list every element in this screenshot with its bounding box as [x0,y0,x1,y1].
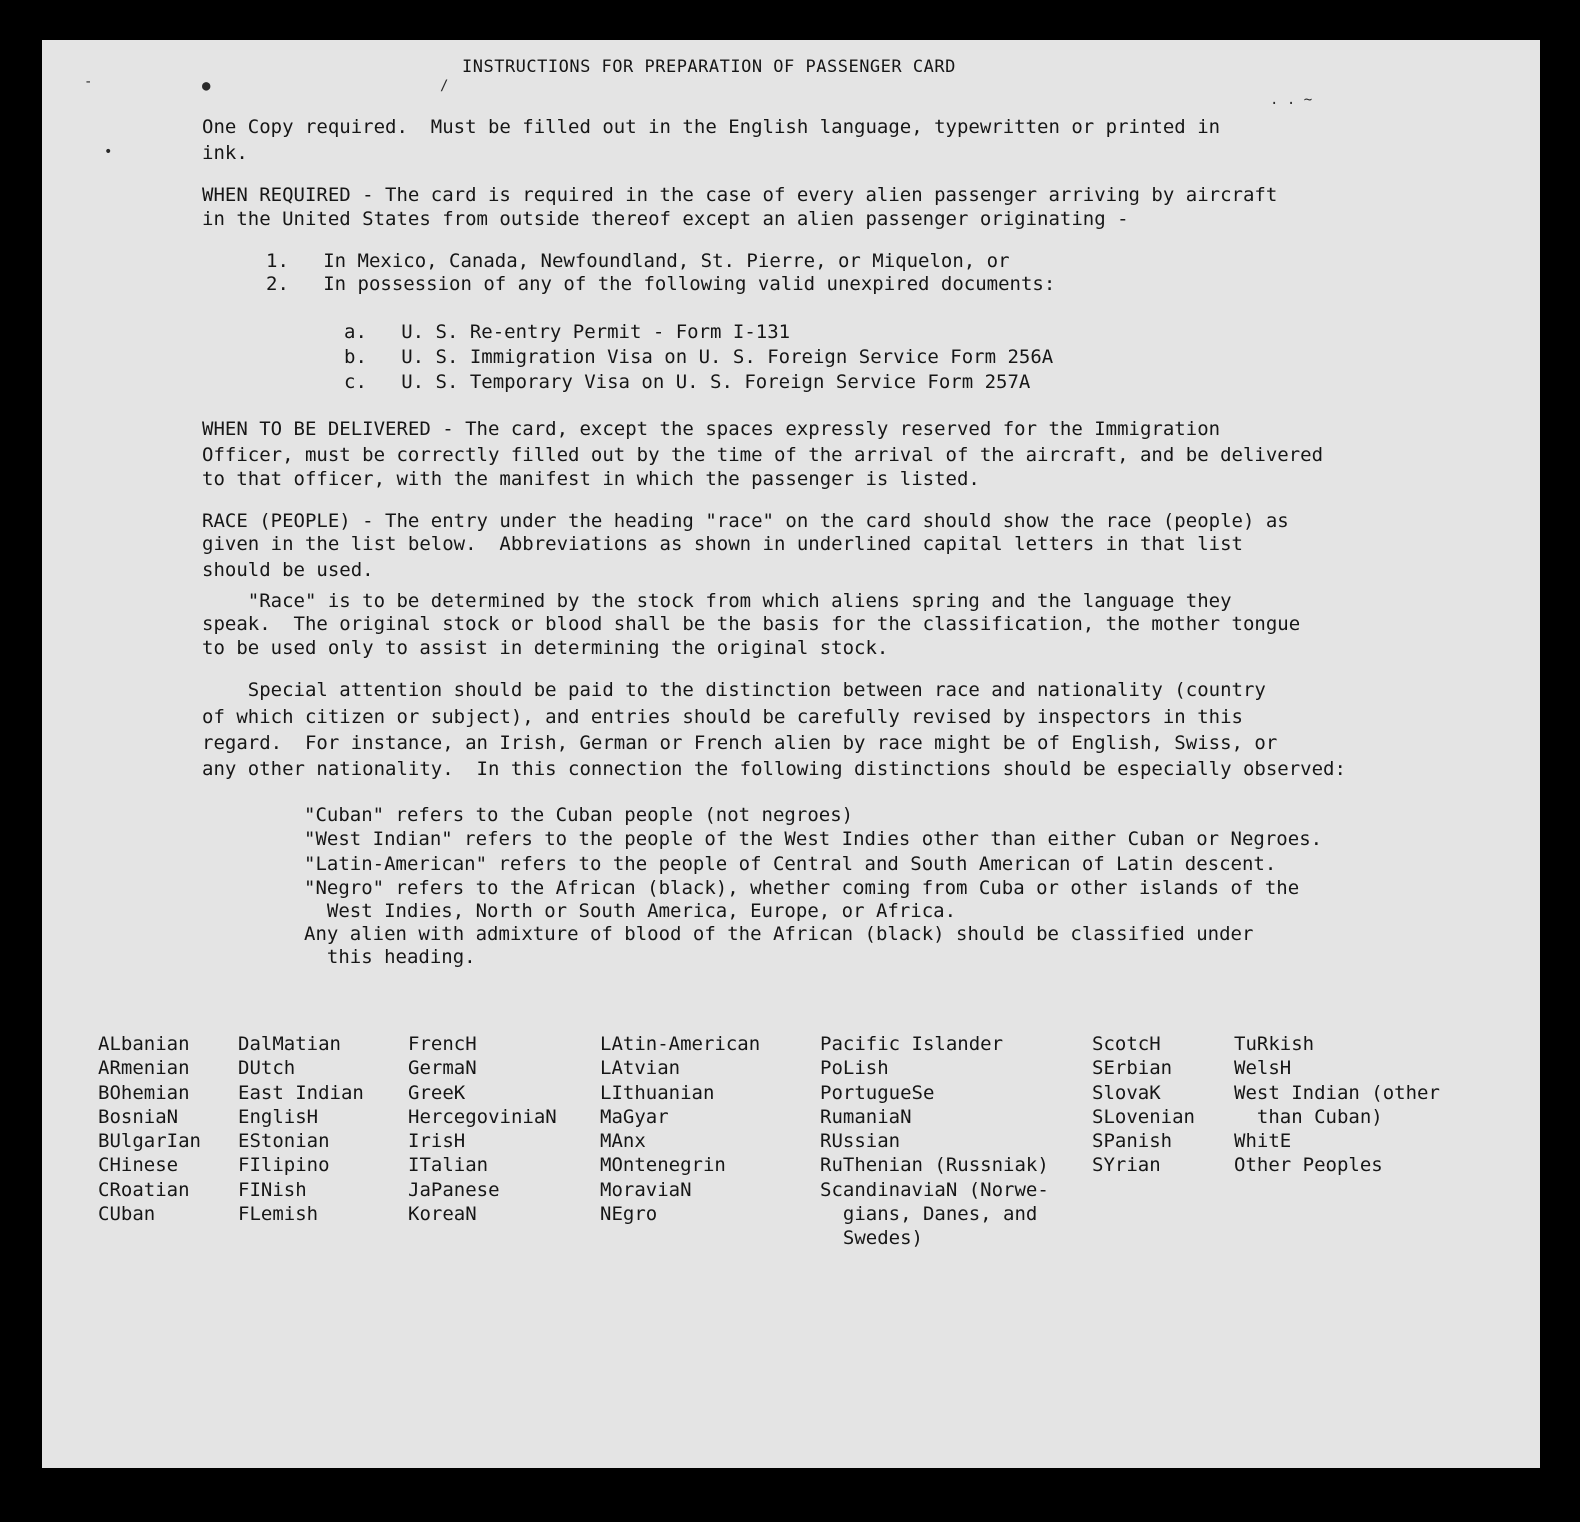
race-entry: RUssian [820,1130,901,1153]
race-entry: CRoatian [98,1178,190,1201]
race-entry: SYrian [1092,1154,1161,1177]
race-entry: CUban [98,1203,156,1226]
race-entry: IrisH [408,1130,466,1153]
race-entry: LAtin-American [600,1033,761,1055]
race-entry: Swedes) [820,1227,923,1250]
scan-speck: . . ~ [1270,92,1313,108]
race-entry: TuRkish [1234,1033,1315,1055]
attention-line: Special attention should be paid to the distinction between race and nationality (country [202,679,1266,701]
race-entry: ScandinaviaN (Norwe- [820,1178,1049,1201]
race-entry: gians, Danes, and [820,1203,1038,1226]
race-entry: SErbian [1092,1057,1173,1080]
race-entry: DUtch [238,1057,296,1080]
race-entry: SLovenian [1092,1105,1195,1128]
distinction-line: "Latin-American" refers to the people of Central and South American of Latin descent. [304,853,1277,875]
race-entry: BosniaN [98,1105,179,1128]
race-entry: ALbanian [98,1033,190,1055]
race-list-column [1092,1032,1195,1178]
race-entry: ITalian [408,1154,489,1177]
attention-line: any other nationality. In this connection the following distinctions should be especially observed: [202,758,1346,780]
scan-speck: • [104,144,113,160]
race-entry: WhitE [1234,1130,1292,1153]
document-sub-item: a. U. S. Re-entry Permit - Form I-131 [344,321,791,343]
race-entry: than Cuban) [1234,1105,1383,1128]
race-entry: DalMatian [238,1033,341,1055]
when-required-item: 1. In Mexico, Canada, Newfoundland, St. Pierre, or Miquelon, or [266,250,1010,272]
scan-speck: - [84,74,93,90]
document-sub-item: c. U. S. Temporary Visa on U. S. Foreign Service Form 257A [344,371,1031,393]
race-list-column [1234,1032,1440,1178]
race-list-column [408,1032,557,1226]
race-entry: RumaniaN [820,1105,912,1128]
document-sheet [42,40,1540,1468]
when-delivered-line: Officer, must be correctly filled out by the time of the arrival of the aircraft, and be delivered [202,444,1324,466]
when-delivered-line: WHEN TO BE DELIVERED - The card, except the spaces expressly reserved for the Immigration [202,418,1221,440]
race-list-column [98,1032,201,1226]
race-entry: MaGyar [600,1105,669,1128]
race-entry: SlovaK [1092,1081,1161,1104]
distinction-line: "West Indian" refers to the people of the West Indies other than either Cuban or Negroes. [304,828,1323,850]
race-entry: MAnx [600,1130,646,1153]
document-title: INSTRUCTIONS FOR PREPARATION OF PASSENGER CARD [462,57,956,77]
race-entry: HercegoviniaN [408,1105,557,1128]
scan-speck: ● [202,78,211,94]
attention-line: regard. For instance, an Irish, German or French alien by race might be of English, Swiss, or [202,732,1278,754]
race-paragraph-line: should be used. [202,559,374,581]
race-entry: SPanish [1092,1130,1173,1153]
scan-speck: / [440,78,449,94]
document-sub-item: b. U. S. Immigration Visa on U. S. Foreign Service Form 256A [344,346,1054,368]
race-entry: GreeK [408,1081,466,1104]
race-entry: JaPanese [408,1178,500,1201]
race-list-column [600,1032,760,1226]
distinction-line: Any alien with admixture of blood of the African (black) should be classified under [304,923,1254,945]
race-definition-line: "Race" is to be determined by the stock from which aliens spring and the language they [202,590,1232,612]
when-required-line: WHEN REQUIRED - The card is required in the case of every alien passenger arriving by aircraft [202,184,1278,206]
race-entry: East Indian [238,1081,364,1104]
when-required-line: in the United States from outside thereof except an alien passenger originating - [202,208,1129,230]
distinction-line: "Cuban" refers to the Cuban people (not negroes) [304,804,854,826]
race-entry: FrencH [408,1033,477,1055]
race-entry: BUlgarIan [98,1130,201,1153]
race-entry: LIthuanian [600,1081,715,1104]
race-entry: KoreaN [408,1203,477,1226]
when-delivered-line: to that officer, with the manifest in which the passenger is listed. [202,468,980,490]
race-entry: FLemish [238,1203,319,1226]
race-entry: EnglisH [238,1105,319,1128]
race-list-column [238,1032,364,1226]
attention-line: of which citizen or subject), and entries should be carefully revised by inspectors in this [202,706,1243,728]
race-entry: FINish [238,1178,307,1201]
when-required-item: 2. In possession of any of the following valid unexpired documents: [266,273,1056,295]
race-entry: CHinese [98,1154,179,1177]
race-entry: NEgro [600,1203,658,1226]
race-list-column [820,1032,1049,1251]
race-entry: ARmenian [98,1057,190,1080]
race-entry: Pacific Islander [820,1033,1004,1055]
distinction-line: "Negro" refers to the African (black), whether coming from Cuba or other islands of the [304,877,1300,899]
race-entry: PoLish [820,1057,889,1080]
race-entry: Other Peoples [1234,1154,1383,1177]
race-entry: GermaN [408,1057,477,1080]
race-entry: PortugueSe [820,1081,935,1104]
race-entry: FIlipino [238,1154,330,1177]
race-definition-line: speak. The original stock or blood shall be the basis for the classification, the mother tongue [202,613,1301,635]
race-entry: MoraviaN [600,1178,692,1201]
race-entry: EStonian [238,1130,330,1153]
distinction-line: West Indies, North or South America, Europe, or Africa. [304,900,957,922]
race-definition-line: to be used only to assist in determining the original stock. [202,637,889,659]
race-entry: WelsH [1234,1057,1292,1080]
distinction-line: this heading. [304,946,476,968]
race-entry: West Indian (other [1234,1081,1440,1104]
race-entry: BOhemian [98,1081,190,1104]
race-paragraph-line: given in the list below. Abbreviations as shown in underlined capital letters in that list [202,533,1243,555]
intro-line: One Copy required. Must be filled out in the English language, typewritten or printed in [202,116,1221,138]
race-entry: ScotcH [1092,1033,1161,1055]
race-entry: LAtvian [600,1057,681,1080]
race-paragraph-line: RACE (PEOPLE) - The entry under the heading "race" on the card should show the race (people) as [202,510,1289,532]
race-entry: RuThenian (Russniak) [820,1154,1049,1177]
intro-line: ink. [202,142,248,164]
race-entry: MOntenegrin [600,1154,726,1177]
